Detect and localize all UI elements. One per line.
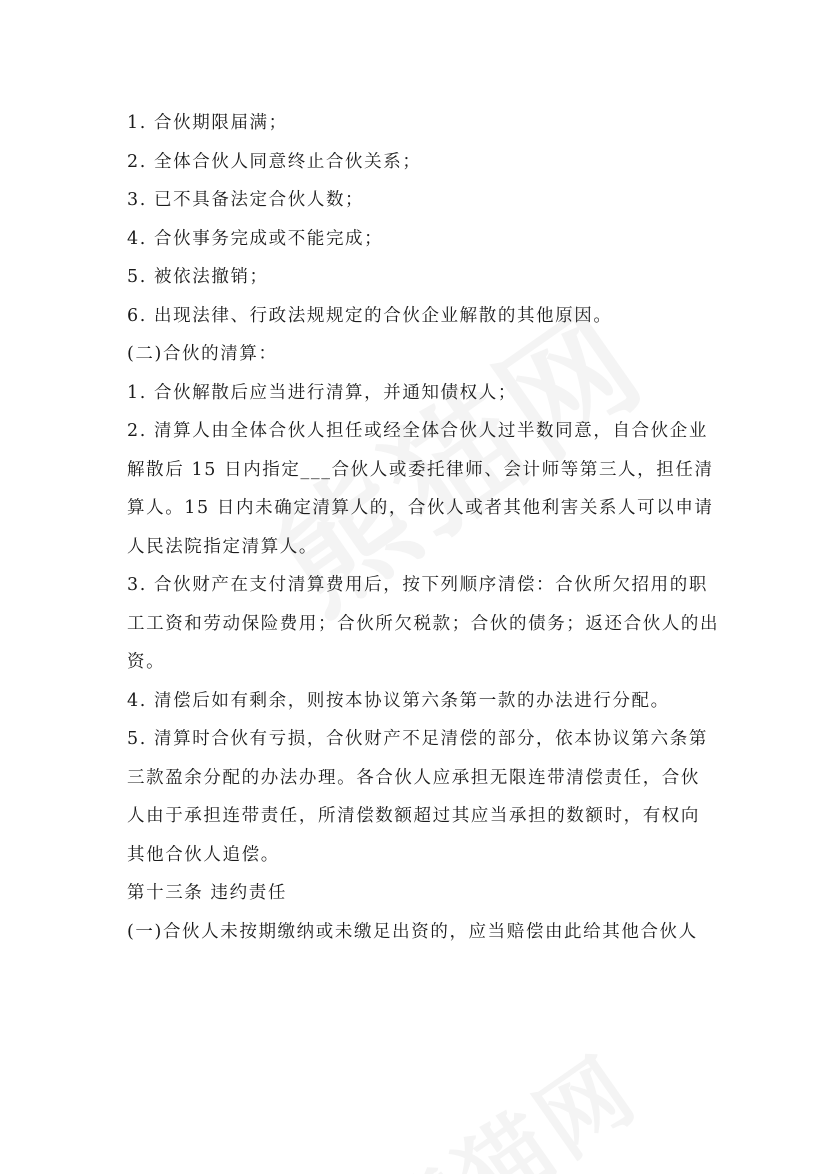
breach-item-1-line-1: (一)合伙人未按期缴纳或未缴足出资的，应当赔偿由此给其他合伙人 xyxy=(127,921,698,942)
liquidation-item-2-line-1: 2. 清算人由全体合伙人担任或经全体合伙人过半数同意，自合伙企业 xyxy=(127,421,708,441)
liquidation-item-3-line-3: 资。 xyxy=(127,652,166,672)
dissolution-item-1: 1. 合伙期限届满； xyxy=(127,113,288,133)
dissolution-item-6: 6. 出现法律、行政法规规定的合伙企业解散的其他原因。 xyxy=(127,305,613,326)
dissolution-item-3: 3. 已不具备法定合伙人数； xyxy=(127,190,365,210)
liquidation-item-4: 4. 清偿后如有剩余，则按本协议第六条第一款的办法进行分配。 xyxy=(127,690,670,711)
dissolution-item-4: 4. 合伙事务完成或不能完成； xyxy=(127,228,384,249)
liquidation-item-2-line-3: 算人。15 日内未确定清算人的，合伙人或者其他利害关系人可以申请 xyxy=(127,498,714,518)
article-13-heading: 第十三条 违约责任 xyxy=(127,883,287,903)
liquidation-item-3-line-2: 工工资和劳动保险费用；合伙所欠税款；合伙的债务；返还合伙人的出 xyxy=(127,613,720,634)
dissolution-item-5: 5. 被依法撤销； xyxy=(127,267,269,287)
document-body xyxy=(127,104,720,951)
liquidation-item-5-line-3: 人由于承担连带责任，所清偿数额超过其应当承担的数额时，有权向 xyxy=(127,806,700,826)
liquidation-item-1: 1. 合伙解散后应当进行清算，并通知债权人； xyxy=(127,382,517,403)
liquidation-item-3-line-1: 3. 合伙财产在支付清算费用后，按下列顺序清偿：合伙所欠招用的职 xyxy=(127,575,708,595)
liquidation-item-5-line-4: 其他合伙人追偿。 xyxy=(127,844,280,865)
section-heading-liquidation: (二)合伙的清算： xyxy=(127,344,278,364)
liquidation-item-5-line-1: 5. 清算时合伙有亏损，合伙财产不足清偿的部分，依本协议第六条第 xyxy=(127,729,708,749)
watermark-bottom xyxy=(349,1019,659,1174)
liquidation-item-2-line-2: 解散后 15 日内指定___合伙人或委托律师、会计师等第三人，担任清 xyxy=(127,459,714,480)
liquidation-item-5-line-2: 三款盈余分配的办法办理。各合伙人应承担无限连带清偿责任，合伙 xyxy=(127,767,700,788)
liquidation-item-2-line-4: 人民法院指定清算人。 xyxy=(127,536,318,557)
dissolution-item-2: 2. 全体合伙人同意终止合伙关系； xyxy=(127,151,422,172)
